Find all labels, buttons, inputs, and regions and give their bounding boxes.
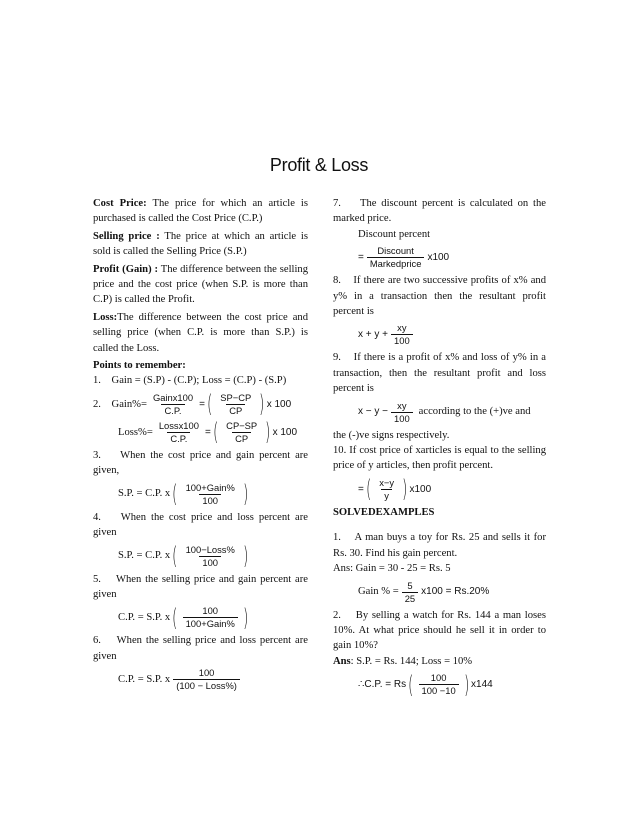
formula-label: C.P. = S.P. x (118, 673, 171, 685)
point-8-formula (333, 322, 546, 347)
fraction (223, 420, 260, 445)
point-9-continued: the (-)ve signs respectively. (333, 429, 450, 441)
point-4: 4. When the cost price and loss percent are given (93, 511, 311, 539)
denominator: 25 (402, 592, 418, 605)
fraction (391, 400, 413, 425)
definition-text: The difference between the selling price and the cost price (when S.P. is more than C.P) is called the Profit. (93, 263, 309, 306)
numerator: xy (397, 322, 407, 334)
right-column (333, 196, 549, 700)
point-9: 9. If there is a profit of x% and loss of y% in a transaction, then the resultant profit and loss percent is (333, 352, 549, 395)
numerator: Lossx100 (158, 419, 199, 431)
term: Profit (Gain) : (93, 263, 159, 275)
gain-percent-formula (93, 392, 308, 417)
denominator: 100 (391, 412, 413, 425)
heading-text: Points to remember: (93, 360, 186, 372)
result: x100 = Rs.20% (421, 586, 490, 598)
answer-term: Ans (333, 655, 351, 667)
equals-sign: = (204, 426, 211, 438)
numerator: CP−SP (226, 419, 258, 431)
parenthesized-fraction: ( $\frac{SP-CP}{CP}$ ) (207, 390, 265, 419)
term: Selling price : (93, 230, 160, 242)
term: Cost Price: (93, 198, 147, 209)
fraction (376, 477, 397, 502)
equals-sign: = (199, 398, 205, 410)
point-7-formula (333, 245, 546, 270)
numerator: Gainx100 (152, 391, 194, 403)
example-1-formula (333, 580, 546, 605)
point-3: 3. When the cost price and gain percent are given, (93, 449, 311, 477)
denominator: CP (232, 432, 251, 445)
denominator: 100 (199, 494, 221, 507)
point-10: 10. If cost price of xarticles is equal to the selling price of y articles, then profit percent. (333, 445, 549, 472)
point-4-formula (93, 544, 308, 569)
left-column (93, 196, 311, 695)
multiplier: x100 (409, 483, 432, 495)
example-1-answer: Ans: Gain = 30 - 25 = Rs. 5 (333, 563, 451, 575)
fraction (419, 672, 459, 697)
formula-label: C.P. = S.P. x (118, 612, 171, 624)
fraction (183, 482, 238, 507)
denominator: 100+Gain% (183, 617, 238, 630)
numerator: 100+Gain% (185, 481, 235, 493)
fraction (156, 420, 202, 445)
points-heading (93, 358, 308, 373)
parenthesized-fraction: ( $\frac{100}{\text{100+Gain\%}}$ ) (172, 603, 249, 632)
numerator: 100 (430, 672, 447, 684)
denominator: 100 −10 (419, 684, 459, 697)
expression: x − y − (358, 406, 389, 418)
expression: x + y + (358, 329, 389, 341)
point-7: 7. The discount percent is calculated on the marked price. (333, 198, 549, 225)
numerator: 100 (202, 605, 219, 617)
point-7-subtitle: Discount percent (358, 228, 431, 240)
denominator: C.P. (167, 432, 190, 445)
point-9-formula (333, 400, 546, 425)
fraction (183, 605, 238, 630)
formula-label: S.P. = C.P. x (118, 488, 171, 500)
example-2: 2. By selling a watch for Rs. 144 a man loses 10%. At what price should he sell it in order to gain 10%? (333, 609, 549, 652)
fraction (391, 322, 413, 347)
point-10-formula (333, 477, 546, 502)
page-title: Profit & Loss (269, 155, 369, 175)
example-1: 1. A man buys a toy for Rs. 25 and sells it for Rs. 30. Find his gain percent. (333, 532, 549, 559)
fraction (183, 544, 238, 569)
solved-examples-heading (333, 505, 546, 520)
point-3-formula (93, 482, 308, 507)
formula-label: S.P. = C.P. x (118, 550, 171, 562)
multiplier: x 100 (272, 426, 298, 438)
denominator: 100 (199, 556, 221, 569)
formula-label: 2. Gain%= (93, 398, 147, 410)
parenthesized-fraction: ( $\frac{100}{100 -10}$ ) (408, 670, 469, 699)
term: Loss: (93, 311, 118, 323)
parenthesized-fraction: ( $\frac{CP-SP}{CP}$ ) (212, 418, 271, 447)
point-5: 5. When the selling price and gain percent are given (93, 573, 311, 600)
numerator: x−y (379, 476, 395, 488)
example-2-answer (333, 654, 546, 669)
denominator: 100 (391, 334, 413, 347)
point-6: 6. When the selling price and loss percent are given (93, 635, 311, 662)
numerator: Discount (377, 245, 414, 257)
equals-sign: = (358, 252, 364, 264)
parenthesized-fraction: ( $\frac{\text{100−Loss\%}}{100}$ ) (172, 542, 249, 570)
denominator: (100 − Loss%) (173, 679, 240, 692)
formula-label: Gain % = (358, 586, 399, 598)
example-2-formula (333, 672, 546, 697)
profit-definition (93, 262, 308, 308)
loss-definition (93, 310, 308, 356)
numerator: 5 (407, 579, 413, 591)
denominator: CP (226, 404, 245, 417)
numerator: 100−Loss% (185, 543, 235, 555)
multiplier: x100 (427, 252, 450, 264)
cost-price-definition (93, 196, 308, 227)
formula-label: Loss%= (118, 426, 153, 438)
parenthesized-fraction: ( $\frac{x-y}{y}$ ) (365, 475, 408, 504)
formula-note: according to the (+)ve and (418, 406, 531, 418)
heading-text: SOLVEDEXAMPLES (333, 506, 435, 518)
numerator: 100 (198, 667, 215, 679)
numerator: xy (397, 399, 407, 411)
parenthesized-fraction: ( $\frac{\text{100+Gain\%}}{100}$ ) (172, 480, 249, 509)
numerator: SP−CP (220, 391, 252, 403)
answer-text: : S.P. = Rs. 144; Loss = 10% (350, 655, 473, 667)
fraction (217, 392, 254, 417)
denominator: y (381, 489, 392, 502)
denominator: C.P. (161, 404, 184, 417)
loss-percent-formula (93, 420, 308, 445)
point-6-formula (93, 667, 308, 692)
fraction (173, 667, 240, 692)
equals-sign: = (358, 483, 364, 495)
fraction (402, 580, 418, 605)
formula-label: ∴C.P. = Rs (358, 678, 407, 690)
multiplier: x 100 (266, 398, 292, 410)
fraction (150, 392, 196, 417)
definition-text: The difference between the cost price and selling price (when C.P. is more than S.P.) is called the Loss. (93, 311, 308, 354)
fraction (367, 245, 425, 270)
point-5-formula (93, 605, 308, 630)
multiplier: x144 (471, 678, 493, 690)
denominator: Markedprice (367, 257, 425, 270)
selling-price-definition (93, 229, 308, 260)
definition-text: The price at which an article is sold is called the Selling Price (S.P.) (93, 230, 308, 258)
point-8: 8. If there are two successive profits of x% and y% in a transaction then the resultant profit percent is (333, 275, 549, 318)
definition-text: The price for which an article is purchased is called the Cost Price (C.P.) (93, 198, 309, 225)
point-1: 1. Gain = (S.P) - (C.P); Loss = (C.P) - (S.P) (93, 375, 287, 387)
